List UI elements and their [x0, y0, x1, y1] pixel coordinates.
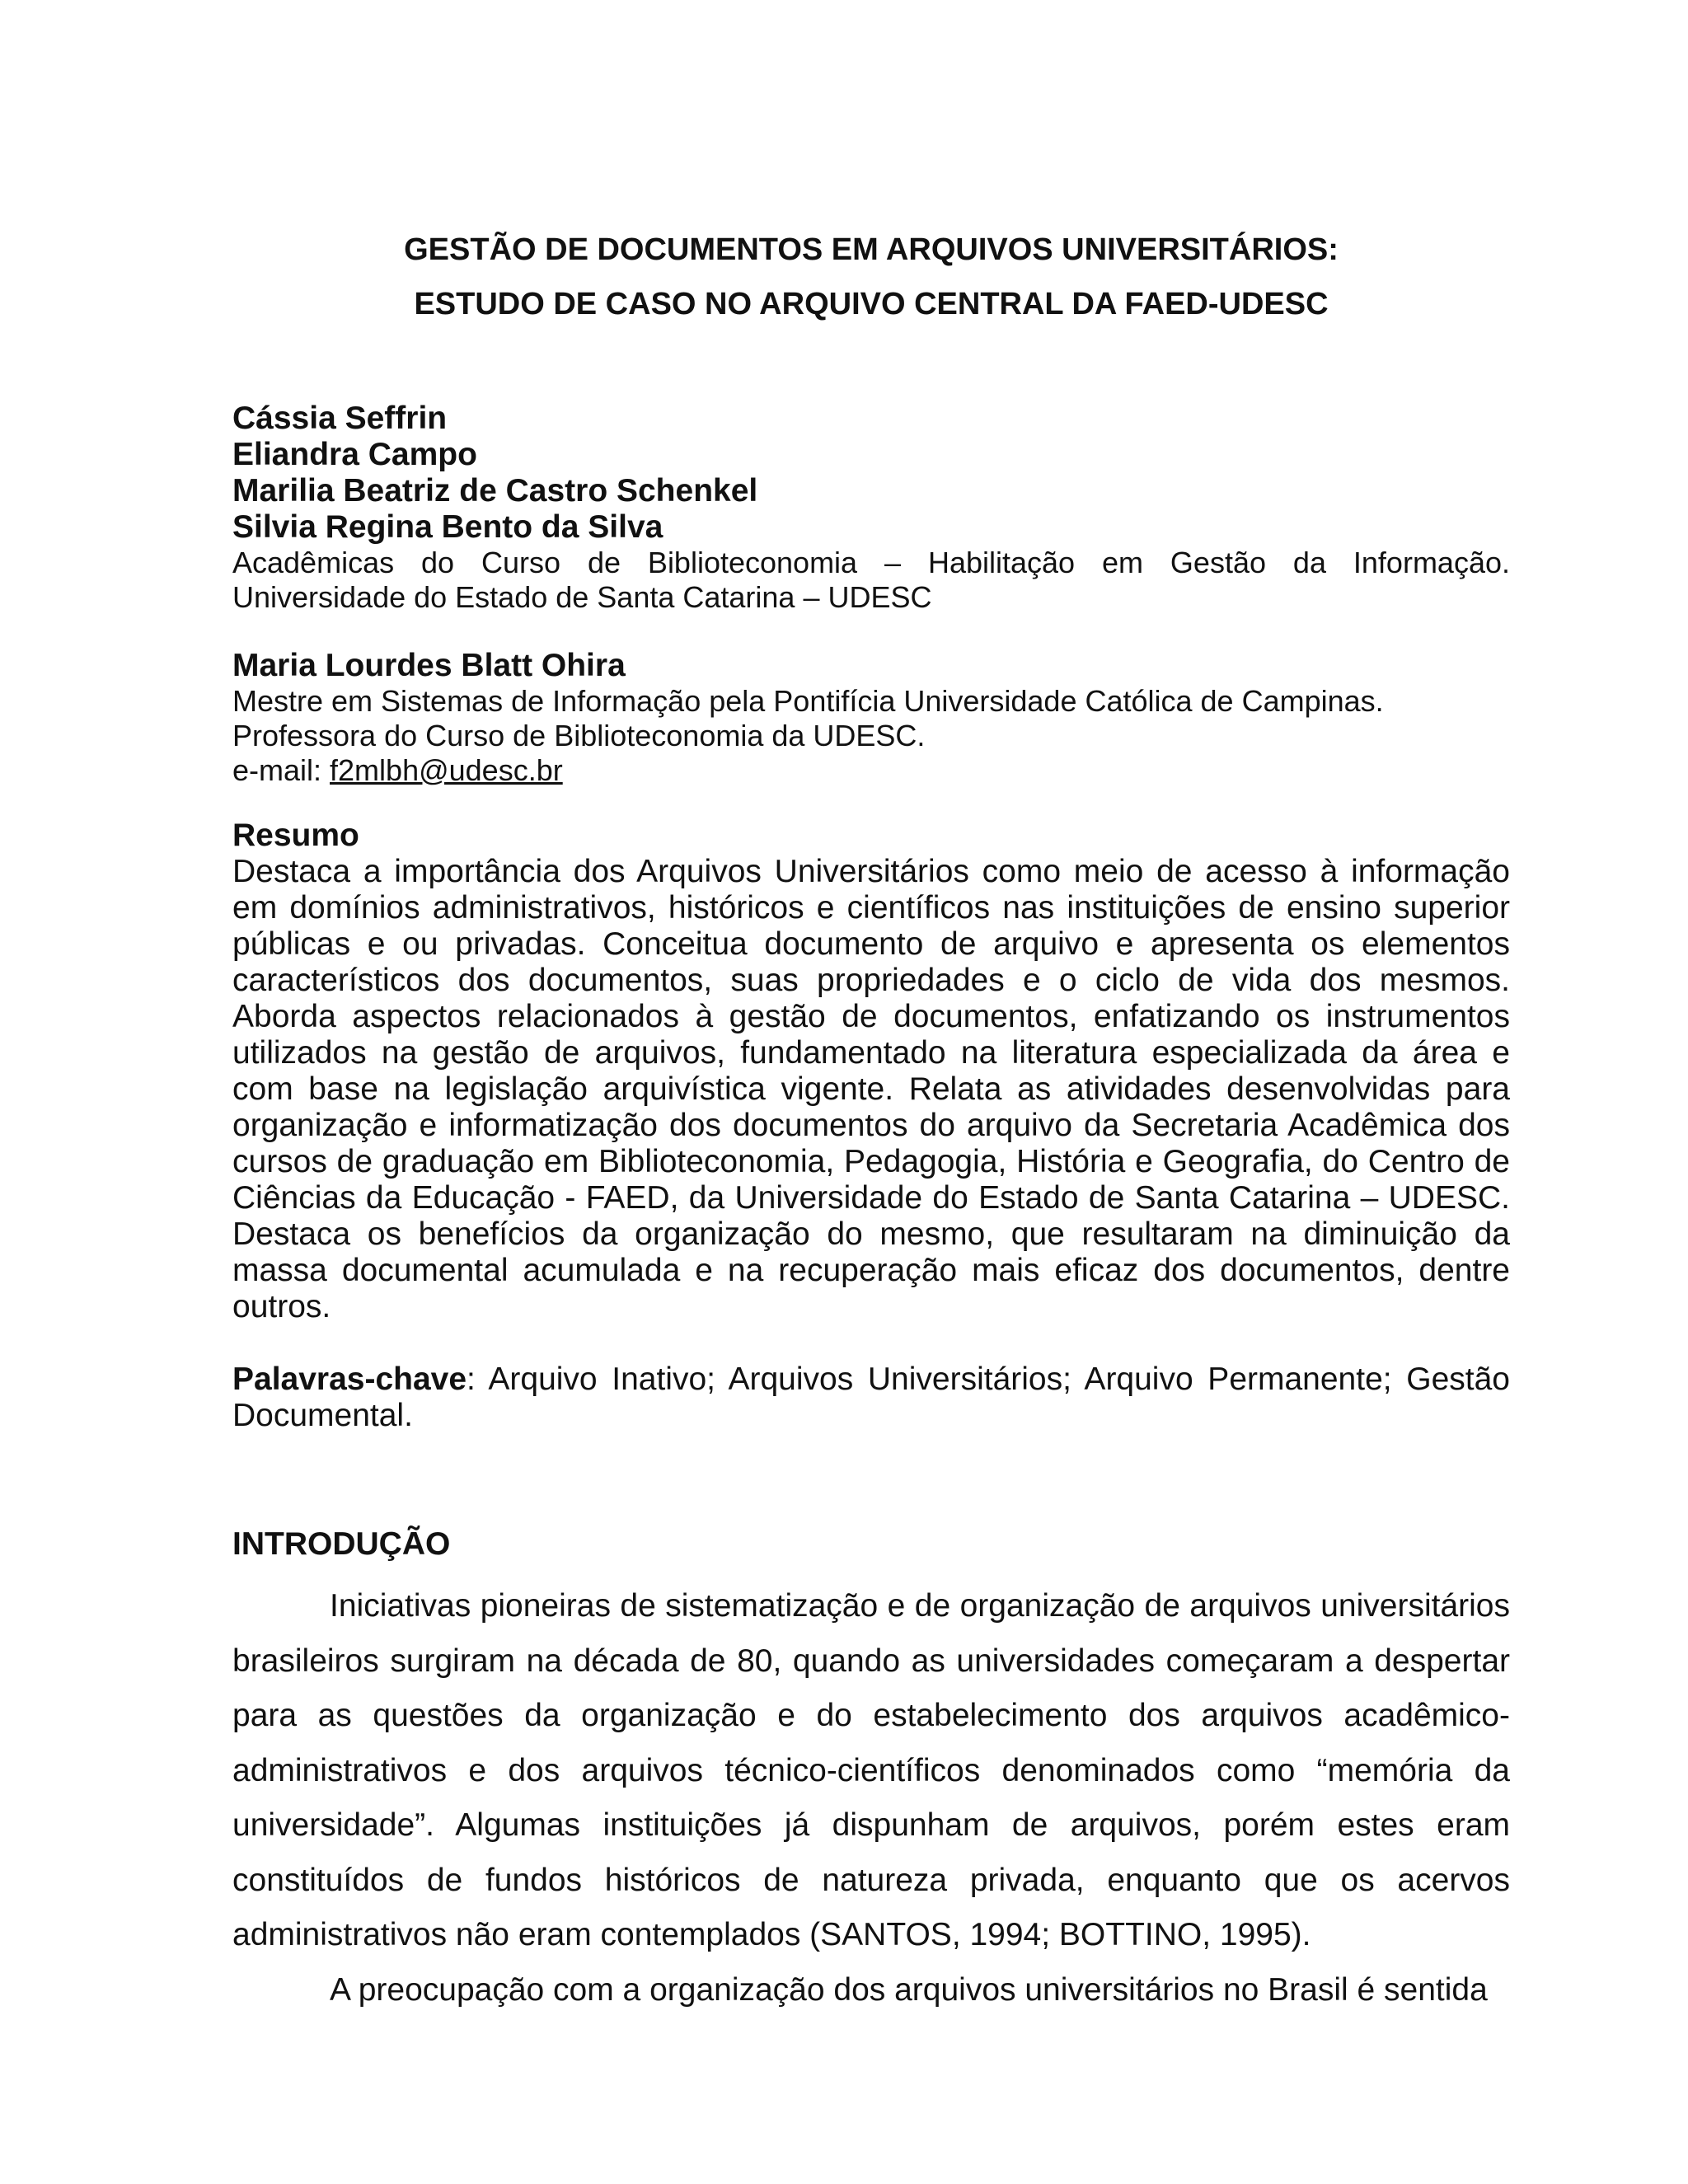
author-name: Cássia Seffrin [232, 401, 448, 436]
email-line [232, 753, 1510, 788]
keywords-label: Palavras-chave [232, 1361, 467, 1397]
keywords-text: : Arquivo Inativo; Arquivos Universitários; Arquivo Permanente; Gestão Documental. [232, 1361, 1510, 1433]
author-name: Silvia Regina Bento da Silva [232, 509, 663, 545]
intro-paragraph-2: A preocupação com a organização dos arquivos universitários no Brasil é sentida [330, 1971, 1488, 2008]
email-label: e-mail: [232, 753, 331, 787]
paper-page [232, 223, 1510, 2018]
section-heading-introduction: INTRODUÇÃO [232, 1526, 451, 1562]
paper-title-line-1: GESTÃO DE DOCUMENTOS EM ARQUIVOS UNIVERSITÁRIOS: [404, 232, 1339, 267]
email-link[interactable]: f2mlbh@udesc.br [330, 753, 563, 787]
author-block-2 [232, 648, 1510, 788]
affiliation-line: Universidade do Estado de Santa Catarina – UDESC [232, 580, 932, 614]
author-name: Marilia Beatriz de Castro Schenkel [232, 473, 758, 509]
author-name: Maria Lourdes Blatt Ohira [232, 648, 626, 683]
affiliation-line: Mestre em Sistemas de Informação pela Pontifícia Universidade Católica de Campinas. [232, 684, 1384, 718]
abstract-text: Destaca a importância dos Arquivos Universitários como meio de acesso à informação em domínios administrativos, históricos e científicos nas instituições de ensino superior públicas e ou privadas. Conceitua documento de arquivo e apresenta os elementos característicos dos documentos, suas propriedades e o ciclo de vida dos mesmos. Aborda aspectos relacionados à gestão de documentos, enfatizando os instrumentos utilizados na gestão de arquivos, fundamentado na literatura especializada da área e com base na legislação arquivística vigente. Relata as atividades desenvolvidas para organização e informatização dos documentos do arquivo da Secretaria Acadêmica dos cursos de graduação em Biblioteconomia, Pedagogia, História e Geografia, do Centro de Ciências da Educação - FAED, da Universidade do Estado de Santa Catarina – UDESC. Destaca os benefícios da organização do mesmo, que resultaram na diminuição da massa documental acumulada e na recuperação mais eficaz dos documentos, dentre outros. [232, 854, 1510, 1324]
affiliation-line: Acadêmicas do Curso de Biblioteconomia – Habilitação em Gestão da Informação. [232, 546, 1510, 579]
paper-title-line-2: ESTUDO DE CASO NO ARQUIVO CENTRAL DA FAED-UDESC [414, 287, 1329, 321]
affiliation-line: Professora do Curso de Biblioteconomia da UDESC. [232, 719, 926, 752]
intro-paragraph-1: Iniciativas pioneiras de sistematização e de organização de arquivos universitários brasileiros surgiram na década de 80, quando as universidades começaram a despertar para as questões da organização e do estabelecimento dos arquivos acadêmico-administrativos e dos arquivos técnico-científicos denominados como “memória da universidade”. Algumas instituições já dispunham de arquivos, porém estes eram constituídos de fundos históricos de natureza privada, enquanto que os acervos administrativos não eram contemplados (SANTOS, 1994; BOTTINO, 1995). [232, 1588, 1510, 1952]
abstract-heading: Resumo [232, 818, 359, 853]
keywords [232, 1361, 1510, 1434]
author-block-1 [232, 401, 1510, 615]
author-name: Eliandra Campo [232, 437, 477, 472]
